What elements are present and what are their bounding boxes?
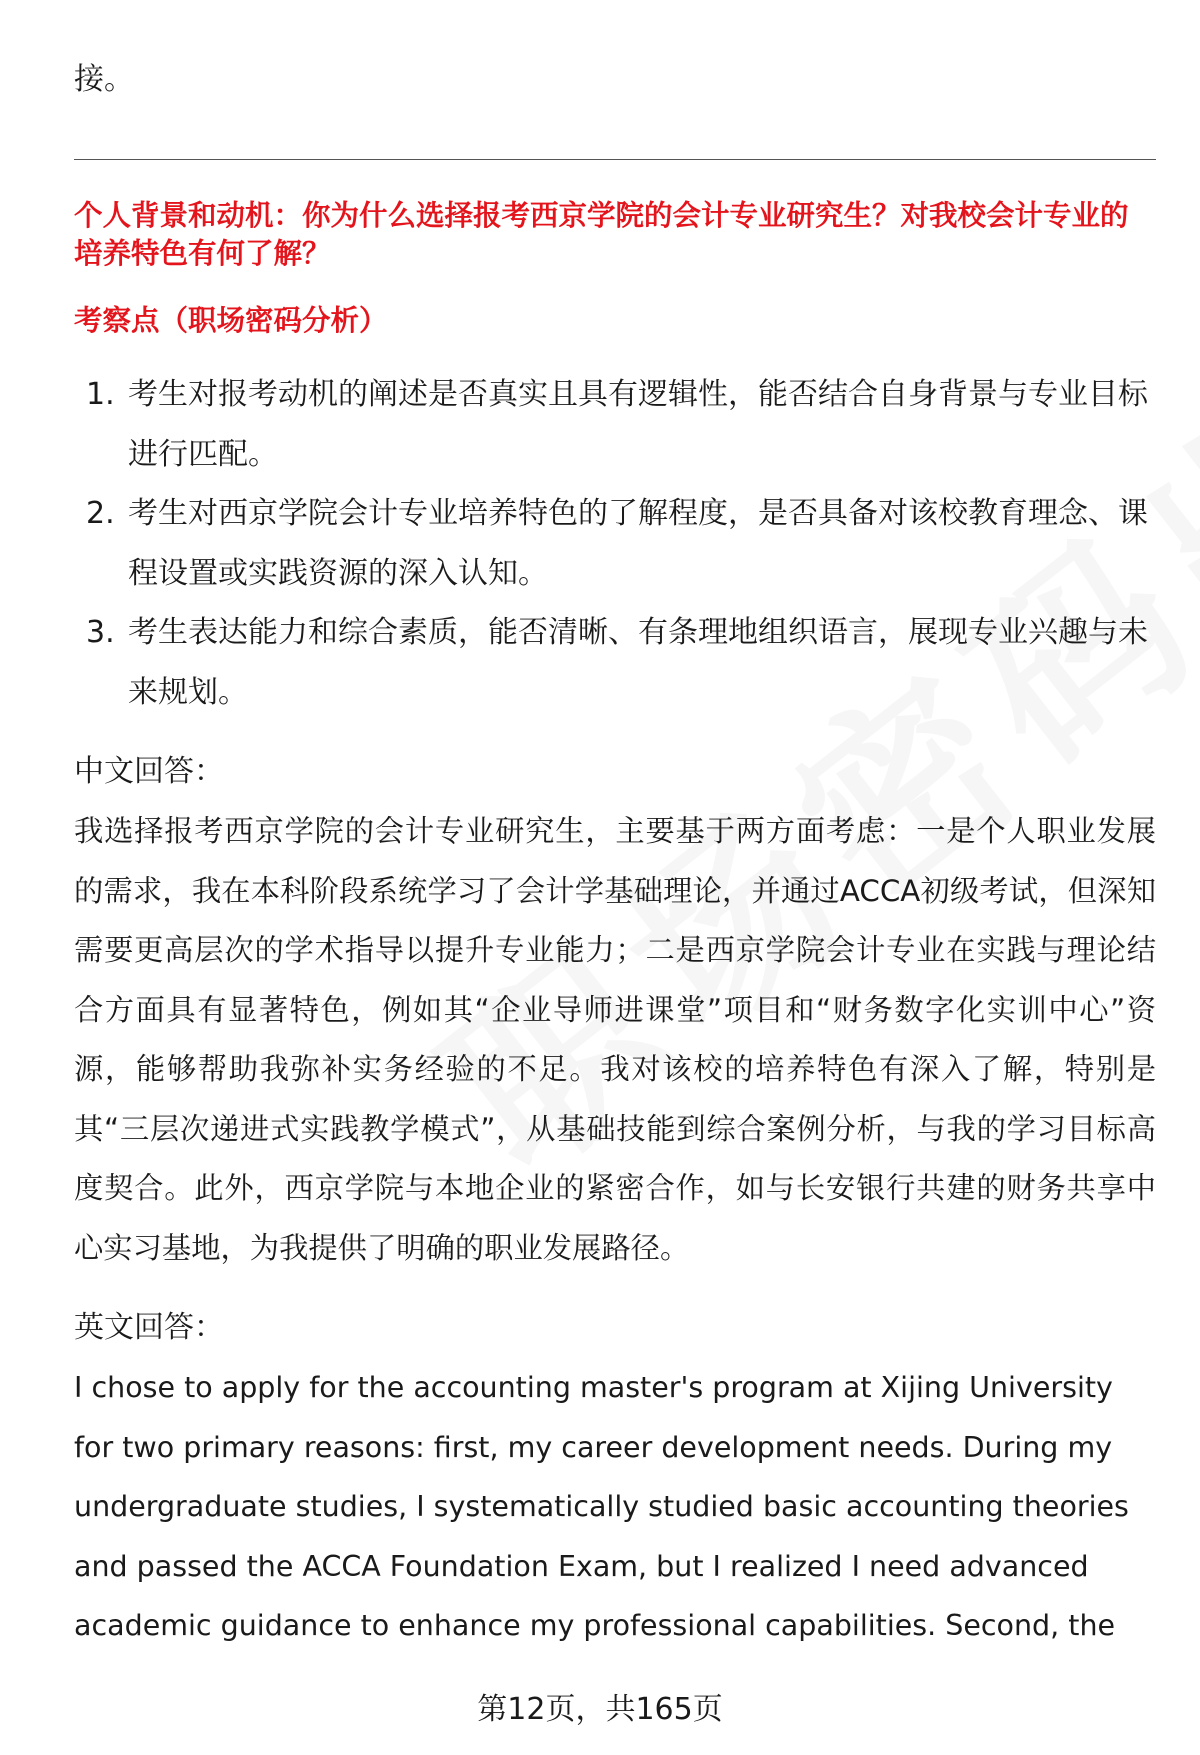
question-heading: 个人背景和动机：你为什么选择报考西京学院的会计专业研究生？对我校会计专业的培养特色有何了解？ [74,199,1129,270]
list-number: 2. [86,496,115,531]
carry-over-text: 接。 [74,62,134,97]
list-number: 3. [86,615,115,650]
assessment-text: 考生表达能力和综合素质，能否清晰、有条理地组织语言，展现专业兴趣与未来规划。 [128,615,1148,710]
chinese-answer-label: 中文回答： [74,754,224,789]
section-divider [74,159,1156,160]
chinese-answer-text: 我选择报考西京学院的会计专业研究生，主要基于两方面考虑：一是个人职业发展的需求，我在本科阶段系统学习了会计学基础理论，并通过ACCA初级考试，但深知需要更高层次的学术指导以提升专业能力；二是西京学院会计专业在实践与理论结合方面具有显著特色，例如其“企业导师进课堂”项目和“财务数字化实训中心”资源，能够帮助我弥补实务经验的不足。我对该校的培养特色有深入了解，特别是其“三层次递进式实践教学模式”，从基础技能到综合案例分析，与我的学习目标高度契合。此外，西京学院与本地企业的紧密合作，如与长安银行共建的财务共享中心实习基地，为我提供了明确的职业发展路径。 [74,814,1156,1265]
assessment-text: 考生对报考动机的阐述是否真实且具有逻辑性，能否结合自身背景与专业目标进行匹配。 [128,377,1148,472]
list-number: 1. [86,377,115,412]
english-answer-text: I chose to apply for the accounting master's program at Xijing University for two primary reasons: first, my career development needs. During my undergraduate studies, I systematically studied basic accounting theories and passed the ACCA Foundation Exam, but I realized I need advanced academic guidance to enhance my professional capabilities. Second, the [74,1371,1129,1642]
assessment-item [74,365,1156,484]
assessment-item [74,484,1156,603]
english-answer-label: 英文回答： [74,1310,224,1345]
assessment-list [74,365,1156,722]
assessment-title: 考察点（职场密码分析） [74,304,388,337]
assessment-item [74,603,1156,722]
page-content [74,50,1156,1656]
assessment-text: 考生对西京学院会计专业培养特色的了解程度，是否具备对该校教育理念、课程设置或实践资源的深入认知。 [128,496,1148,591]
page-number-footer: 第12页，共165页 [477,1692,723,1727]
